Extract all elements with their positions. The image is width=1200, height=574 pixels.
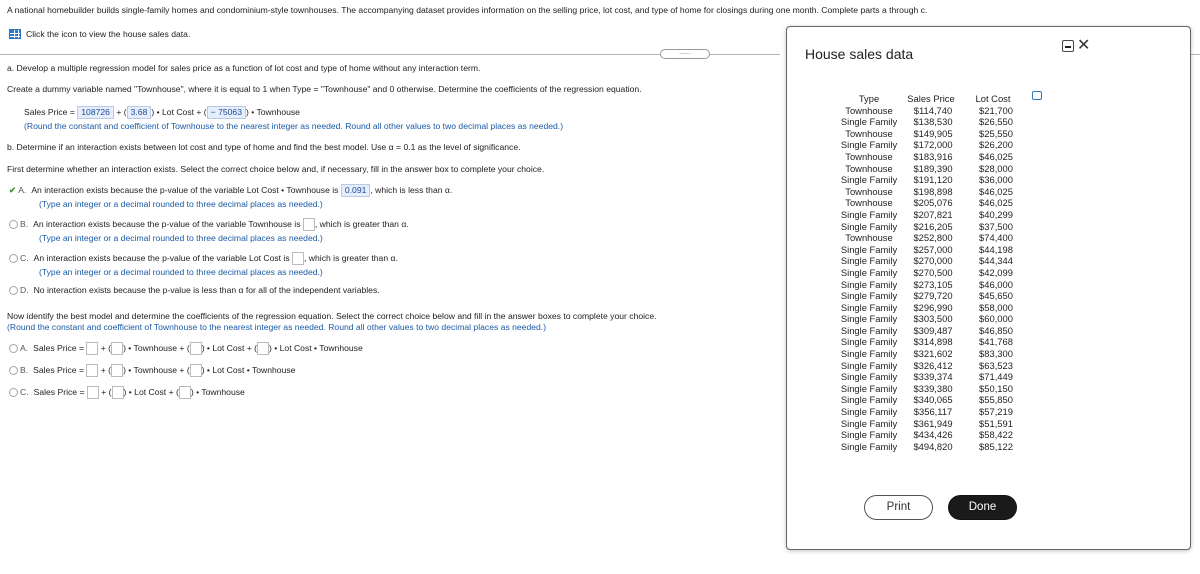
cell-price: $172,000 — [913, 139, 953, 151]
model-choice-a[interactable]: A. Sales Price = + ( ) • Townhouse + ( ) • Lot Cost + ( ) • Lot Cost • Townhouse — [9, 342, 363, 355]
table-row — [838, 441, 1024, 453]
model-choice-c[interactable]: C. Sales Price = + ( ) • Lot Cost + ( ) • Townhouse — [9, 386, 245, 399]
part-a-heading: a. Develop a multiple regression model for sales price as a function of lot cost and type of home without any interaction term. — [7, 63, 481, 73]
part-b-heading: b. Determine if an interaction exists between lot cost and type of home and find the best model. Use α = 0.1 as the level of significance. — [7, 142, 521, 152]
cell-lot: $58,000 — [979, 301, 1013, 313]
table-row — [838, 197, 1024, 209]
table-row — [838, 371, 1024, 383]
cell-price: $314,898 — [913, 336, 953, 348]
col-header-lot: Lot Cost — [975, 93, 1011, 104]
model-a-lot-input[interactable] — [190, 342, 202, 355]
townhouse-coef-answer[interactable]: − 75063 — [207, 106, 246, 119]
cell-price: $356,117 — [913, 406, 953, 418]
cell-type: Single Family — [840, 313, 898, 325]
radio-model-c[interactable] — [9, 388, 18, 397]
constant-answer[interactable]: 108726 — [77, 106, 114, 119]
cell-type: Single Family — [840, 348, 898, 360]
townhouse-pvalue-input[interactable] — [303, 218, 315, 231]
cell-type: Townhouse — [845, 104, 893, 116]
cell-lot: $46,025 — [979, 185, 1013, 197]
cell-price: $321,602 — [913, 348, 953, 360]
cell-lot: $55,850 — [979, 394, 1013, 406]
model-b-const-input[interactable] — [86, 364, 98, 377]
cell-type: Single Family — [840, 139, 898, 151]
cell-price: $339,374 — [913, 371, 953, 383]
choice-b[interactable]: B. An interaction exists because the p-value of the variable Townhouse is , which is greater than α. — [9, 218, 409, 231]
table-row — [838, 267, 1024, 279]
table-row — [838, 255, 1024, 267]
model-a-town-input[interactable] — [111, 342, 123, 355]
cell-type: Single Family — [840, 266, 898, 278]
cell-lot: $45,650 — [979, 290, 1013, 302]
cell-type: Single Family — [840, 359, 898, 371]
table-row — [838, 348, 1024, 360]
table-row — [838, 406, 1024, 418]
cell-lot: $21,700 — [979, 104, 1013, 116]
cell-type: Townhouse — [845, 185, 893, 197]
col-header-type: Type — [858, 93, 880, 104]
cell-price: $494,820 — [913, 440, 953, 452]
dialog-title: House sales data — [805, 46, 914, 62]
print-button[interactable]: Print — [864, 495, 933, 520]
table-row — [838, 128, 1024, 140]
table-row — [838, 105, 1024, 117]
cell-lot: $37,500 — [979, 220, 1013, 232]
choice-d[interactable]: D. No interaction exists because the p-value is less than α for all of the independent variables. — [9, 285, 380, 295]
cell-lot: $51,591 — [979, 417, 1013, 429]
cell-type: Single Family — [840, 406, 898, 418]
radio-model-b[interactable] — [9, 366, 18, 375]
cell-type: Single Family — [840, 243, 898, 255]
cell-price: $326,412 — [913, 359, 953, 371]
cell-price: $216,205 — [913, 220, 953, 232]
cell-price: $149,905 — [913, 127, 953, 139]
cell-type: Single Family — [840, 278, 898, 290]
part-a-instruction: Create a dummy variable named "Townhouse", where it is equal to 1 when Type = "Townhouse" and 0 otherwise. Determine the coefficients of the regression equation. — [7, 84, 642, 94]
table-row — [838, 116, 1024, 128]
view-data-label[interactable]: Click the icon to view the house sales data. — [26, 29, 191, 39]
best-model-note: (Round the constant and coefficient of Townhouse to the nearest integer as needed. Round all other values to two decimal places as needed.) — [7, 322, 547, 332]
table-row — [838, 279, 1024, 291]
model-a-inter-input[interactable] — [257, 342, 269, 355]
cell-type: Single Family — [840, 440, 898, 452]
close-icon[interactable]: ✕ — [1077, 37, 1091, 54]
cell-price: $205,076 — [913, 197, 953, 209]
cell-price: $339,380 — [913, 382, 953, 394]
table-row — [838, 383, 1024, 395]
cell-type: Single Family — [840, 208, 898, 220]
best-model-instruction: Now identify the best model and determine the coefficients of the regression equation. Select the correct choice below and fill in the answer boxes to complete your choice. — [7, 311, 657, 321]
cell-type: Single Family — [840, 301, 898, 313]
cell-price: $434,426 — [913, 429, 953, 441]
cell-price: $270,500 — [913, 266, 953, 278]
cell-lot: $50,150 — [979, 382, 1013, 394]
cell-lot: $36,000 — [979, 174, 1013, 186]
model-c-lot-input[interactable] — [112, 386, 124, 399]
choice-b-hint: (Type an integer or a decimal rounded to three decimal places as needed.) — [39, 233, 323, 243]
cell-lot: $74,400 — [979, 232, 1013, 244]
cell-lot: $60,000 — [979, 313, 1013, 325]
table-row — [838, 313, 1024, 325]
cell-lot: $46,025 — [979, 197, 1013, 209]
table-row — [838, 209, 1024, 221]
part-b-instruction: First determine whether an interaction exists. Select the correct choice below and, if necessary, fill in the answer box to complete your choice. — [7, 164, 545, 174]
cell-lot: $46,000 — [979, 278, 1013, 290]
cell-type: Single Family — [840, 220, 898, 232]
cell-lot: $83,300 — [979, 348, 1013, 360]
cell-price: $340,065 — [913, 394, 953, 406]
table-row — [838, 174, 1024, 186]
model-a-const-input[interactable] — [86, 342, 98, 355]
cell-type: Townhouse — [845, 197, 893, 209]
cell-price: $273,105 — [913, 278, 953, 290]
cell-type: Single Family — [840, 417, 898, 429]
cell-lot: $44,198 — [979, 243, 1013, 255]
cell-type: Single Family — [840, 336, 898, 348]
problem-intro: A national homebuilder builds single-family homes and condominium-style townhouses. The accompanying dataset provides information on the selling price, lot cost, and type of home for closings during one month. Complete parts a through c. — [7, 5, 928, 15]
model-c-town-input[interactable] — [179, 386, 191, 399]
cell-price: $361,949 — [913, 417, 953, 429]
cell-type: Single Family — [840, 371, 898, 383]
minimize-button[interactable] — [1062, 40, 1074, 52]
table-row — [838, 302, 1024, 314]
cell-lot: $71,449 — [979, 371, 1013, 383]
table-row — [838, 290, 1024, 302]
cell-price: $296,990 — [913, 301, 953, 313]
cell-price: $270,000 — [913, 255, 953, 267]
cell-lot: $25,550 — [979, 127, 1013, 139]
cell-type: Single Family — [840, 324, 898, 336]
cell-price: $252,800 — [913, 232, 953, 244]
choice-c-hint: (Type an integer or a decimal rounded to three decimal places as needed.) — [39, 267, 323, 277]
cell-lot: $42,099 — [979, 266, 1013, 278]
radio-b[interactable] — [9, 220, 18, 229]
model-c-const-input[interactable] — [87, 386, 99, 399]
cell-type: Townhouse — [845, 127, 893, 139]
radio-model-a[interactable] — [9, 344, 18, 353]
correct-check-icon: ✔ — [9, 185, 17, 195]
table-row — [838, 139, 1024, 151]
cell-type: Single Family — [840, 394, 898, 406]
table-row — [838, 163, 1024, 175]
radio-c[interactable] — [9, 254, 18, 263]
cell-type: Townhouse — [845, 232, 893, 244]
model-b-town-input[interactable] — [111, 364, 123, 377]
cell-price: $303,500 — [913, 313, 953, 325]
interaction-pvalue-answer[interactable]: 0.091 — [341, 184, 371, 197]
table-row — [838, 325, 1024, 337]
cell-type: Single Family — [840, 174, 898, 186]
choice-a-hint: (Type an integer or a decimal rounded to three decimal places as needed.) — [39, 199, 323, 209]
cell-price: $191,120 — [913, 174, 953, 186]
divider-right — [1191, 54, 1200, 55]
model-choice-b[interactable]: B. Sales Price = + ( ) • Townhouse + ( ) • Lot Cost • Townhouse — [9, 364, 295, 377]
cell-type: Single Family — [840, 255, 898, 267]
radio-d[interactable] — [9, 286, 18, 295]
table-icon[interactable] — [9, 29, 21, 39]
choice-a[interactable]: ✔ A. An interaction exists because the p-value of the variable Lot Cost • Townhouse is 0.091 , which is less than α. — [9, 185, 453, 195]
cell-lot: $58,422 — [979, 429, 1013, 441]
table-row — [838, 151, 1024, 163]
cell-price: $189,390 — [913, 162, 953, 174]
col-header-price: Sales Price — [907, 93, 955, 104]
table-row — [838, 336, 1024, 348]
cell-price: $257,000 — [913, 243, 953, 255]
cell-lot: $46,025 — [979, 150, 1013, 162]
cell-lot: $57,219 — [979, 406, 1013, 418]
house-sales-dialog — [786, 26, 1191, 550]
table-row — [838, 360, 1024, 372]
table-row — [838, 244, 1024, 256]
view-data-link[interactable] — [9, 29, 190, 39]
part-a-note: (Round the constant and coefficient of Townhouse to the nearest integer as needed. Round all other values to two decimal places as needed.) — [24, 121, 564, 131]
cell-price: $198,898 — [913, 185, 953, 197]
cell-price: $207,821 — [913, 208, 953, 220]
cell-type: Single Family — [840, 290, 898, 302]
cell-type: Single Family — [840, 429, 898, 441]
cell-price: $279,720 — [913, 290, 953, 302]
cell-lot: $26,200 — [979, 139, 1013, 151]
expand-toggle[interactable]: ...... — [660, 49, 710, 59]
cell-type: Townhouse — [845, 150, 893, 162]
choice-c[interactable]: C. An interaction exists because the p-value of the variable Lot Cost is , which is greater than α. — [9, 252, 398, 265]
cell-price: $309,487 — [913, 324, 953, 336]
table-row — [838, 418, 1024, 430]
part-a-equation: Sales Price = 108726 + ( 3.68 ) • Lot Cost + ( − 75063 ) • Townhouse — [24, 107, 300, 117]
cell-lot: $26,550 — [979, 116, 1013, 128]
cell-type: Single Family — [840, 382, 898, 394]
cell-lot: $40,299 — [979, 208, 1013, 220]
cell-lot: $41,768 — [979, 336, 1013, 348]
cell-lot: $28,000 — [979, 162, 1013, 174]
lot-cost-coef-answer[interactable]: 3.68 — [127, 106, 152, 119]
cell-lot: $44,344 — [979, 255, 1013, 267]
sales-table — [838, 93, 1024, 452]
lot-cost-pvalue-input[interactable] — [292, 252, 304, 265]
copy-icon[interactable] — [1032, 91, 1042, 100]
cell-price: $114,740 — [913, 104, 953, 116]
model-b-inter-input[interactable] — [190, 364, 202, 377]
table-row — [838, 221, 1024, 233]
table-row — [838, 429, 1024, 441]
cell-lot: $63,523 — [979, 359, 1013, 371]
cell-type: Townhouse — [845, 162, 893, 174]
table-row — [838, 186, 1024, 198]
cell-type: Single Family — [840, 116, 898, 128]
table-row — [838, 232, 1024, 244]
cell-price: $183,916 — [913, 150, 953, 162]
cell-price: $138,530 — [913, 116, 953, 128]
cell-lot: $46,850 — [979, 324, 1013, 336]
done-button[interactable]: Done — [948, 495, 1017, 520]
table-row — [838, 394, 1024, 406]
cell-lot: $85,122 — [979, 440, 1013, 452]
